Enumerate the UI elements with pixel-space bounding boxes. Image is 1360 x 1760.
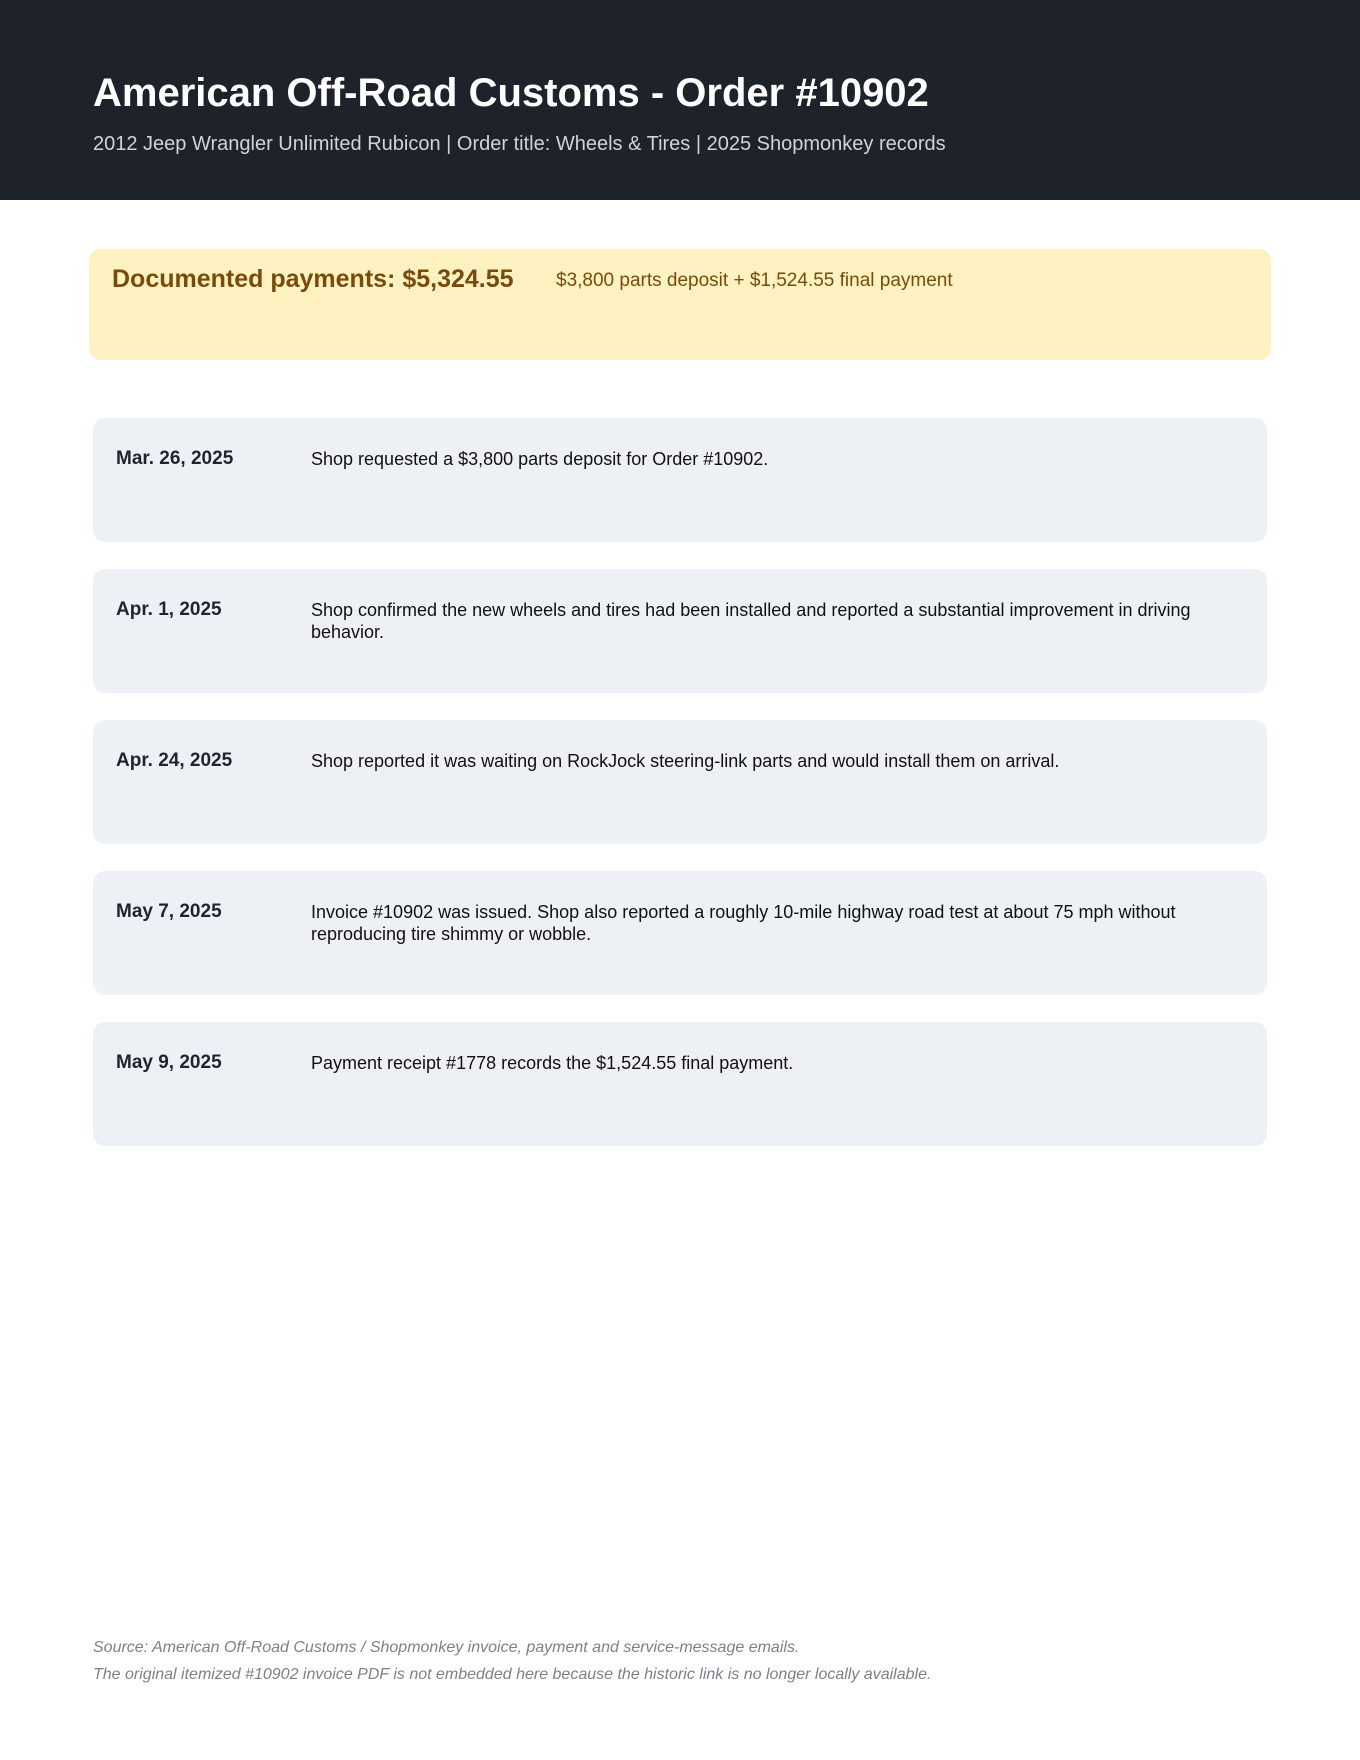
availability-note: The original itemized #10902 invoice PDF is not embedded here because the historic link is no longer locally available. xyxy=(93,1666,932,1683)
timeline-entry xyxy=(93,871,1267,995)
timeline-description: Shop requested a $3,800 parts deposit for Order #10902. xyxy=(311,449,769,469)
page-title: American Off-Road Customs - Order #10902 xyxy=(93,71,929,115)
payment-summary-callout xyxy=(89,249,1271,360)
timeline-description: Shop confirmed the new wheels and tires had been installed and reported a substantial improvement in driving behavior. xyxy=(311,600,1191,642)
page-subtitle: 2012 Jeep Wrangler Unlimited Rubicon | Order title: Wheels & Tires | 2025 Shopmonkey records xyxy=(93,133,946,155)
timeline-date: Apr. 24, 2025 xyxy=(116,750,233,771)
source-note: Source: American Off-Road Customs / Shopmonkey invoice, payment and service-message emails. xyxy=(93,1639,800,1656)
timeline-date: May 9, 2025 xyxy=(116,1052,222,1073)
timeline-date: Apr. 1, 2025 xyxy=(116,599,222,620)
timeline-description: Invoice #10902 was issued. Shop also reported a roughly 10-mile highway road test at about 75 mph without reproducing tire shimmy or wobble. xyxy=(311,902,1176,944)
payment-breakdown: $3,800 parts deposit + $1,524.55 final payment xyxy=(556,270,953,291)
timeline-date: May 7, 2025 xyxy=(116,901,222,922)
timeline-entry xyxy=(93,720,1267,844)
source-footer xyxy=(93,1634,1273,1688)
timeline-entry xyxy=(93,1022,1267,1146)
timeline-description: Payment receipt #1778 records the $1,524.55 final payment. xyxy=(311,1053,794,1073)
timeline-entry xyxy=(93,569,1267,693)
order-timeline xyxy=(93,418,1267,1173)
timeline-entry xyxy=(93,418,1267,542)
payment-total: Documented payments: $5,324.55 xyxy=(112,265,514,293)
timeline-date: Mar. 26, 2025 xyxy=(116,448,234,469)
page-header xyxy=(0,0,1360,200)
timeline-description: Shop reported it was waiting on RockJock steering-link parts and would install them on arrival. xyxy=(311,751,1060,771)
